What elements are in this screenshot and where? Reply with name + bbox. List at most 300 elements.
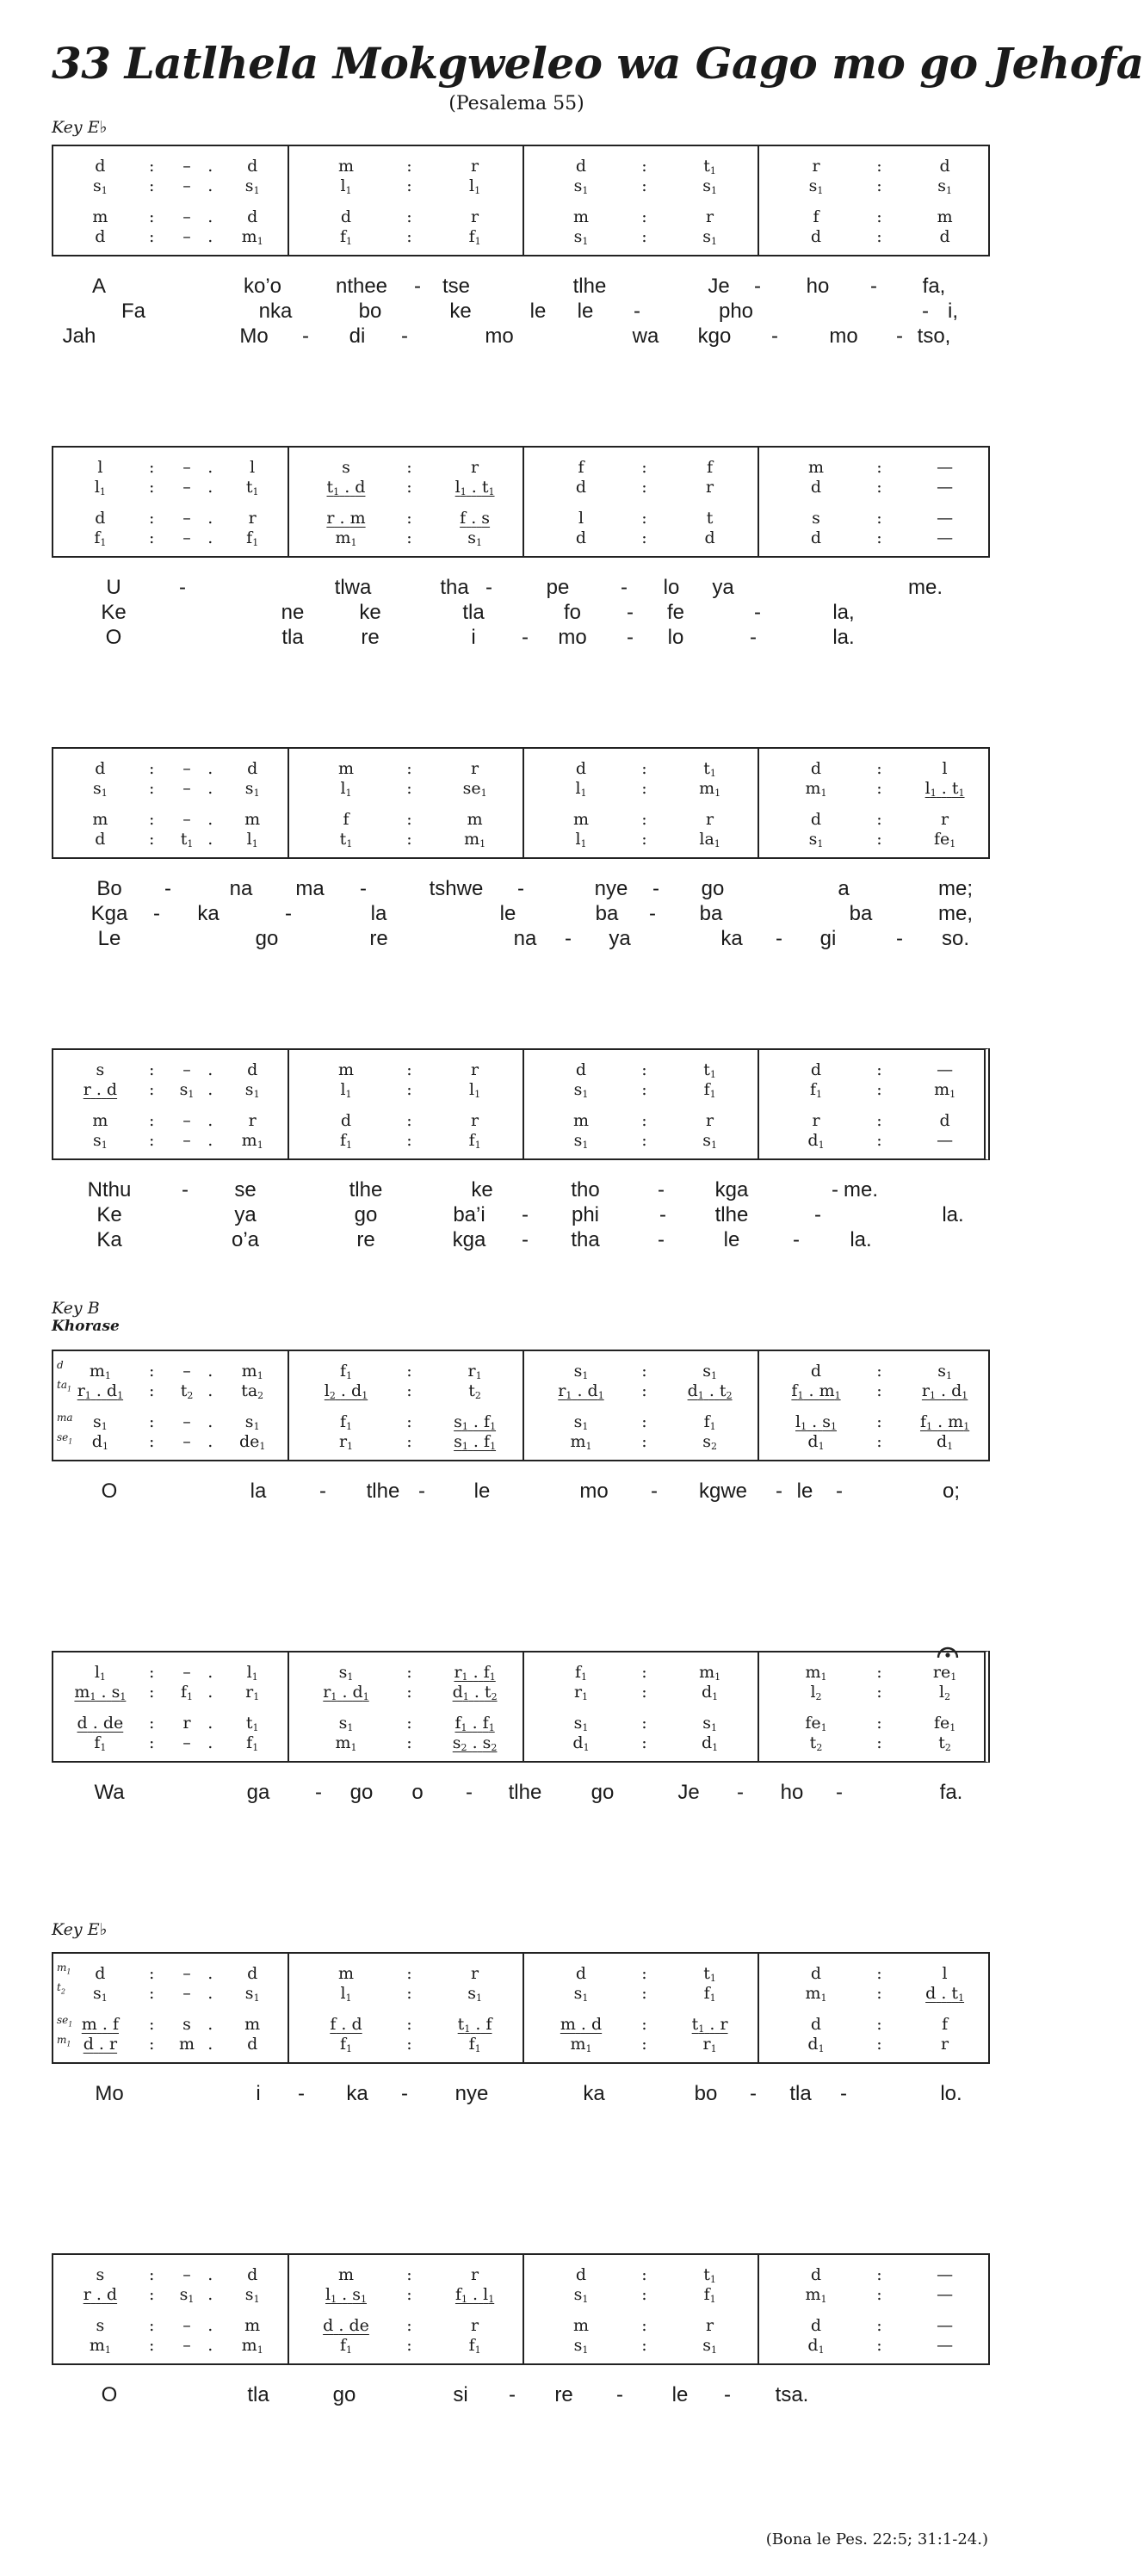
lyric-syllable: kgwe (698, 1480, 748, 1503)
solfa-note: d (247, 1964, 258, 1983)
lyric-syllable: go (332, 2383, 356, 2406)
solfa-note: $t_1$ . d (326, 478, 366, 497)
lyric-syllable: pe (546, 576, 570, 599)
solfa-note: . (207, 1362, 213, 1381)
solfa-note: $r_1$ . $f_1$ (454, 1663, 496, 1683)
solfa-note: $s_1$ (467, 528, 482, 548)
solfa-note: $f_1$ (339, 2035, 353, 2054)
voice-row (53, 1430, 988, 1453)
reference-note: (Bona le Pes. 22:5; 31:1-24.) (765, 2530, 988, 2548)
syllable-hyphen: - (466, 1781, 473, 1804)
lyric-line (0, 927, 1033, 951)
solfa-note: : (406, 759, 412, 778)
staff-system (52, 747, 990, 859)
solfa-note: $l_1$ (340, 1984, 352, 2004)
solfa-note: $m_1$ (89, 2336, 111, 2356)
solfa-note: $s_1$ (573, 1080, 589, 1100)
syllable-hyphen: - (870, 275, 877, 298)
syllable-hyphen: - (522, 1228, 529, 1251)
lyric-syllable: go (591, 1781, 615, 1804)
solfa-note: : (149, 1432, 155, 1451)
lyric-syllable: la. (832, 626, 855, 649)
solfa-note: $f_1$ . $m_1$ (791, 1381, 841, 1401)
solfa-note: — (937, 2285, 954, 2304)
solfa-note: : (149, 1060, 155, 1079)
lyric-syllable: le (499, 902, 516, 925)
solfa-note: $s_1$ (93, 1131, 108, 1151)
solfa-note: : (641, 2336, 647, 2355)
lyric-syllable: U (106, 576, 121, 599)
lyric-syllable: re (369, 927, 388, 950)
lyric-line (0, 1228, 1033, 1252)
lyric-syllable: Ka (96, 1228, 122, 1251)
lyric-syllable: fa, (922, 275, 946, 298)
solfa-note: : (876, 509, 882, 528)
lyric-syllable: mo (485, 324, 514, 348)
solfa-note: d (810, 810, 822, 829)
solfa-note: : (149, 810, 155, 829)
solfa-note: r (471, 2316, 479, 2335)
solfa-note: $s_1$ (573, 1984, 589, 2004)
solfa-note: $s_1$ (93, 1984, 108, 2004)
solfa-note: : (641, 1131, 647, 1150)
solfa-note: $se_1$ (462, 779, 487, 799)
solfa-note: : (149, 2035, 155, 2054)
solfa-note: $t_1$ (245, 1714, 259, 1733)
lyric-syllable: ne (281, 601, 305, 624)
solfa-note: m (572, 1111, 590, 1130)
lyric-syllable: A (91, 275, 106, 298)
solfa-note: : (641, 1714, 647, 1733)
solfa-note: : (149, 1964, 155, 1983)
solfa-note: : (641, 1964, 647, 1983)
lyric-syllable: nye (455, 2082, 489, 2105)
syllable-hyphen: - (509, 2383, 516, 2406)
solfa-note: . (207, 1381, 213, 1400)
solfa-note: $l_1$ (340, 779, 352, 799)
lyric-syllable: na (229, 877, 253, 900)
syllable-hyphen: - (414, 275, 421, 298)
solfa-note: : (149, 458, 155, 477)
solfa-note: $de_1$ (238, 1432, 266, 1452)
solfa-note: : (876, 157, 882, 176)
solfa-note: $l_1$ (340, 1080, 352, 1100)
syllable-hyphen: - (776, 927, 782, 950)
solfa-note: m (92, 207, 108, 226)
hymn-title (52, 38, 1144, 89)
lyric-syllable: Jah (62, 324, 96, 348)
lyric-syllable: tse (442, 275, 470, 298)
syllable-hyphen: - (153, 902, 160, 925)
solfa-note: : (641, 830, 647, 849)
lyric-syllable: lo (663, 576, 680, 599)
key-label: Key E♭ (52, 118, 108, 137)
solfa-note: $s_1$ (573, 1412, 589, 1432)
solfa-note: d (247, 157, 258, 176)
syllable-hyphen: - (182, 1178, 189, 1202)
solfa-note: – (182, 227, 191, 246)
solfa-note: . (207, 1412, 213, 1431)
solfa-note: : (406, 779, 412, 798)
lyric-syllable: fo (563, 601, 581, 624)
solfa-note: $l_2$ (939, 1683, 951, 1702)
solfa-note: $l_1$ (94, 478, 106, 497)
syllable-hyphen: - (840, 2082, 847, 2105)
syllable-hyphen: - (522, 626, 529, 649)
solfa-note: : (876, 2285, 882, 2304)
lyric-syllable: o; (942, 1480, 960, 1503)
lyric-syllable: Je (708, 275, 730, 298)
solfa-note: . (207, 509, 213, 528)
solfa-note: d (575, 1060, 587, 1079)
lyric-syllable: re (356, 1228, 375, 1251)
solfa-note: d . de (323, 2316, 369, 2335)
solfa-note: $s_1$ (244, 2285, 260, 2305)
staff-system (52, 1350, 990, 1461)
solfa-note: : (149, 2336, 155, 2355)
syllable-hyphen: - (896, 324, 903, 348)
solfa-note: : (149, 1683, 155, 1702)
hymn-subtitle: (Pesalema 55) (448, 93, 584, 114)
voice-row (53, 1982, 988, 2005)
solfa-note: d (575, 528, 587, 547)
solfa-note: $l_1$ (94, 1663, 106, 1683)
solfa-note: . (207, 176, 213, 195)
solfa-note: $f_1$ (703, 1984, 716, 2004)
lyric-syllable: ke (449, 300, 472, 323)
solfa-note: $r_1$ (467, 1362, 482, 1381)
voice-row (53, 1129, 984, 1152)
solfa-note: – (182, 759, 191, 778)
syllable-hyphen: - (814, 1203, 821, 1226)
solfa-note: $s_1$ (467, 1984, 482, 2004)
solfa-note: . (207, 1080, 213, 1099)
lyric-syllable: ho (780, 1781, 804, 1804)
solfa-note: $t_1$ (703, 157, 716, 176)
solfa-note: d (810, 227, 822, 246)
solfa-note: l (578, 509, 584, 528)
solfa-note: s (182, 2015, 191, 2034)
solfa-note: $m_1$ (805, 1663, 827, 1683)
solfa-note: m (337, 157, 355, 176)
solfa-note: d (575, 759, 587, 778)
solfa-note: . (207, 1131, 213, 1150)
solfa-note: $s_1$ (573, 2336, 589, 2356)
lyric-syllable: pho (718, 300, 754, 323)
solfa-note: $l_1$ (246, 830, 258, 849)
solfa-note: . (207, 1683, 213, 1702)
solfa-note: : (406, 1432, 412, 1451)
lyric-syllable: ka (346, 2082, 368, 2105)
lyric-line (0, 300, 1033, 324)
lyric-syllable: kga (714, 1178, 749, 1202)
lyric-line (0, 1480, 1033, 1504)
syllable-hyphen: - (319, 1480, 326, 1503)
syllable-hyphen: - (737, 1781, 744, 1804)
solfa-note: $r_1$ . $d_1$ (77, 1381, 124, 1401)
solfa-note: d (247, 207, 258, 226)
solfa-note: : (876, 1733, 882, 1752)
solfa-note: : (149, 2285, 155, 2304)
solfa-note: m (337, 1964, 355, 1983)
solfa-note: t (706, 509, 714, 528)
solfa-note: . (207, 2035, 213, 2054)
solfa-note: : (406, 1060, 412, 1079)
syllable-hyphen: - (401, 2082, 408, 2105)
solfa-note: $f_1$ (94, 528, 107, 548)
solfa-note: $l_1$ (469, 1080, 481, 1100)
solfa-note: $d_1$ (572, 1733, 590, 1753)
solfa-note: — (937, 2316, 954, 2335)
staff-system (52, 2253, 990, 2365)
solfa-note: : (149, 1733, 155, 1752)
solfa-note: . (207, 779, 213, 798)
solfa-note: $t_1$ (245, 478, 259, 497)
solfa-note: s (96, 2265, 105, 2284)
solfa-note: : (876, 227, 882, 246)
solfa-note: $l_1$ . $t_1$ (455, 478, 495, 497)
solfa-note: $m_1$ (335, 528, 357, 548)
syllable-hyphen: - (658, 1178, 665, 1202)
solfa-note: – (182, 157, 191, 176)
lyric-syllable: ka (720, 927, 743, 950)
solfa-note: $s_1$ (702, 227, 717, 247)
solfa-note: r (812, 157, 820, 176)
lyric-syllable: kga (452, 1228, 486, 1251)
solfa-note: r (471, 1111, 479, 1130)
solfa-note: d (95, 157, 106, 176)
voice-label: $m_1$ (57, 2034, 71, 2048)
voice-row (53, 2334, 988, 2357)
lyric-line (0, 1203, 1033, 1227)
solfa-note: : (876, 1683, 882, 1702)
solfa-note: : (406, 2285, 412, 2304)
lyric-syllable: lo (667, 626, 684, 649)
lyric-syllable: go (701, 877, 725, 900)
solfa-note: $s_1$ (338, 1714, 354, 1733)
solfa-note: : (406, 1381, 412, 1400)
solfa-note: : (149, 207, 155, 226)
lyric-syllable: i (471, 626, 476, 649)
lyric-syllable: ke (471, 1178, 493, 1202)
solfa-note: : (406, 1412, 412, 1431)
voice-row (53, 2283, 988, 2306)
solfa-note: r (706, 2316, 714, 2335)
lyric-line (0, 626, 1033, 650)
lyric-syllable: tla (281, 626, 304, 649)
solfa-note: $f_1$ (246, 1733, 259, 1753)
lyric-syllable: gi (819, 927, 837, 950)
solfa-note: d (247, 2265, 258, 2284)
voice-row (53, 1078, 984, 1101)
solfa-note: $l_1$ (575, 779, 587, 799)
solfa-note: . (207, 2265, 213, 2284)
solfa-note: $r_1$ (245, 1683, 260, 1702)
solfa-note: . (207, 1111, 213, 1130)
lyric-syllable: i, (948, 300, 958, 323)
lyric-syllable: Nthu (87, 1178, 132, 1202)
solfa-note: : (149, 1131, 155, 1150)
solfa-note: $l_2$ (810, 1683, 822, 1702)
solfa-note: : (876, 1381, 882, 1400)
syllable-hyphen: - (360, 877, 367, 900)
voice-row (53, 2033, 988, 2055)
solfa-note: m (337, 1060, 355, 1079)
solfa-note: $s_1$ (702, 176, 717, 196)
solfa-note: d (575, 1964, 587, 1983)
solfa-note: $m_1$ (805, 779, 827, 799)
lyric-syllable: mo (829, 324, 858, 348)
lyric-syllable: o’a (231, 1228, 260, 1251)
lyric-line (0, 275, 1033, 299)
solfa-note: : (641, 759, 647, 778)
solfa-note: : (641, 1412, 647, 1431)
solfa-note: $m_1$ (570, 2035, 592, 2054)
lyric-line (0, 902, 1033, 926)
solfa-note: . (207, 1733, 213, 1752)
solfa-note: m (572, 207, 590, 226)
solfa-note: m (337, 759, 355, 778)
solfa-note: : (149, 1381, 155, 1400)
voice-label: $t_2$ (57, 1981, 65, 1996)
lyric-syllable: so. (941, 927, 969, 950)
solfa-note: $d_1$ (91, 1432, 108, 1452)
lyric-syllable: nka (258, 300, 293, 323)
solfa-note: – (182, 458, 191, 477)
solfa-note: : (641, 810, 647, 829)
syllable-hyphen: - (285, 902, 292, 925)
syllable-hyphen: - (724, 2383, 731, 2406)
solfa-note: : (406, 1984, 412, 2003)
solfa-note: r . d (83, 1080, 118, 1099)
syllable-hyphen: - (315, 1781, 322, 1804)
voice-row (53, 225, 988, 248)
lyric-syllable: Wa (94, 1781, 125, 1804)
solfa-note: : (406, 1683, 412, 1702)
lyric-line (0, 576, 1033, 600)
solfa-note: : (406, 2316, 412, 2335)
solfa-note: : (406, 1362, 412, 1381)
solfa-note: $s_1$ (573, 1362, 589, 1381)
lyric-syllable: le (671, 2383, 689, 2406)
solfa-note: $l_2$ . $d_1$ (324, 1381, 368, 1401)
syllable-hyphen: - (485, 576, 492, 599)
syllable-hyphen: - (836, 1480, 843, 1503)
solfa-note: . (207, 227, 213, 246)
solfa-note: $m_1$ . $s_1$ (74, 1683, 127, 1702)
solfa-note: f (813, 207, 819, 226)
lyric-line (0, 1781, 1033, 1805)
solfa-note: . (207, 1060, 213, 1079)
solfa-note: $s_1$ (702, 1131, 717, 1151)
solfa-note: d (575, 478, 587, 497)
syllable-hyphen: - (616, 2383, 623, 2406)
lyric-syllable: O (101, 1480, 118, 1503)
syllable-hyphen: - (621, 576, 628, 599)
solfa-note: s (96, 2316, 105, 2335)
solfa-note: $t_2$ (809, 1733, 823, 1753)
staff-system (52, 446, 990, 558)
solfa-note: : (876, 759, 882, 778)
voice-label: d (57, 1359, 64, 1371)
lyric-syllable: Kga (90, 902, 128, 925)
solfa-note: : (406, 1080, 412, 1099)
solfa-note: d (340, 207, 352, 226)
solfa-note: $m_1$ (805, 1984, 827, 2004)
solfa-note: : (641, 1111, 647, 1130)
solfa-note: : (406, 2035, 412, 2054)
solfa-note: $s_1$ (808, 176, 824, 196)
syllable-hyphen: - (832, 1178, 838, 1202)
solfa-note: $m_1$ (335, 1733, 357, 1753)
solfa-note: $f_1$ . $f_1$ (455, 1714, 495, 1733)
lyric-syllable: Fa (121, 300, 145, 323)
lyric-syllable: tla (247, 2383, 269, 2406)
solfa-note: s (812, 509, 820, 528)
solfa-note: : (876, 1131, 882, 1150)
lyric-syllable: la (370, 902, 387, 925)
lyric-syllable: tlwa (334, 576, 372, 599)
solfa-note: d (810, 2316, 822, 2335)
solfa-note: – (182, 1964, 191, 1983)
lyric-syllable: ko’o (243, 275, 282, 298)
solfa-note: : (149, 478, 155, 497)
solfa-note: l (942, 1964, 948, 1983)
solfa-note: . (207, 1714, 213, 1733)
solfa-note: : (149, 157, 155, 176)
lyric-line (0, 324, 1033, 349)
voice-label: $se_1$ (57, 2014, 73, 2029)
solfa-note: : (149, 1080, 155, 1099)
syllable-hyphen: - (922, 300, 929, 323)
syllable-hyphen: - (750, 626, 757, 649)
solfa-note: $fe_1$ (933, 830, 956, 849)
lyric-syllable: tha (571, 1228, 600, 1251)
solfa-note: $r_1$ . $d_1$ (323, 1683, 369, 1702)
solfa-note: f (343, 810, 349, 829)
lyric-syllable: ya (712, 576, 734, 599)
solfa-note: $f_1$ (468, 1131, 481, 1151)
solfa-note: : (876, 2336, 882, 2355)
solfa-note: : (641, 2015, 647, 2034)
lyric-syllable: fa. (939, 1781, 963, 1804)
solfa-note: $f_1$ (339, 2336, 353, 2356)
solfa-note: $s_1$ (702, 2336, 717, 2356)
solfa-note: : (406, 227, 412, 246)
solfa-note: : (641, 1432, 647, 1451)
solfa-note: r (706, 810, 714, 829)
lyric-syllable: me. (907, 576, 943, 599)
solfa-note: d (95, 227, 106, 246)
solfa-note: – (182, 528, 191, 547)
lyric-syllable: ya (609, 927, 631, 950)
solfa-note: : (149, 830, 155, 849)
solfa-note: $s_1$ (808, 830, 824, 849)
solfa-note: m (92, 810, 108, 829)
lyric-syllable: o (411, 1781, 424, 1804)
solfa-note: : (149, 176, 155, 195)
solfa-note: : (641, 1362, 647, 1381)
solfa-note: r . m (326, 509, 366, 528)
solfa-note: : (876, 830, 882, 849)
solfa-note: $d_1$ (702, 1733, 719, 1753)
solfa-note: r (812, 1111, 820, 1130)
solfa-note: – (182, 1432, 191, 1451)
solfa-note: — (937, 528, 954, 547)
solfa-note: : (406, 157, 412, 176)
solfa-note: $m_1$ (241, 1362, 263, 1381)
voice-row (53, 1681, 984, 1703)
